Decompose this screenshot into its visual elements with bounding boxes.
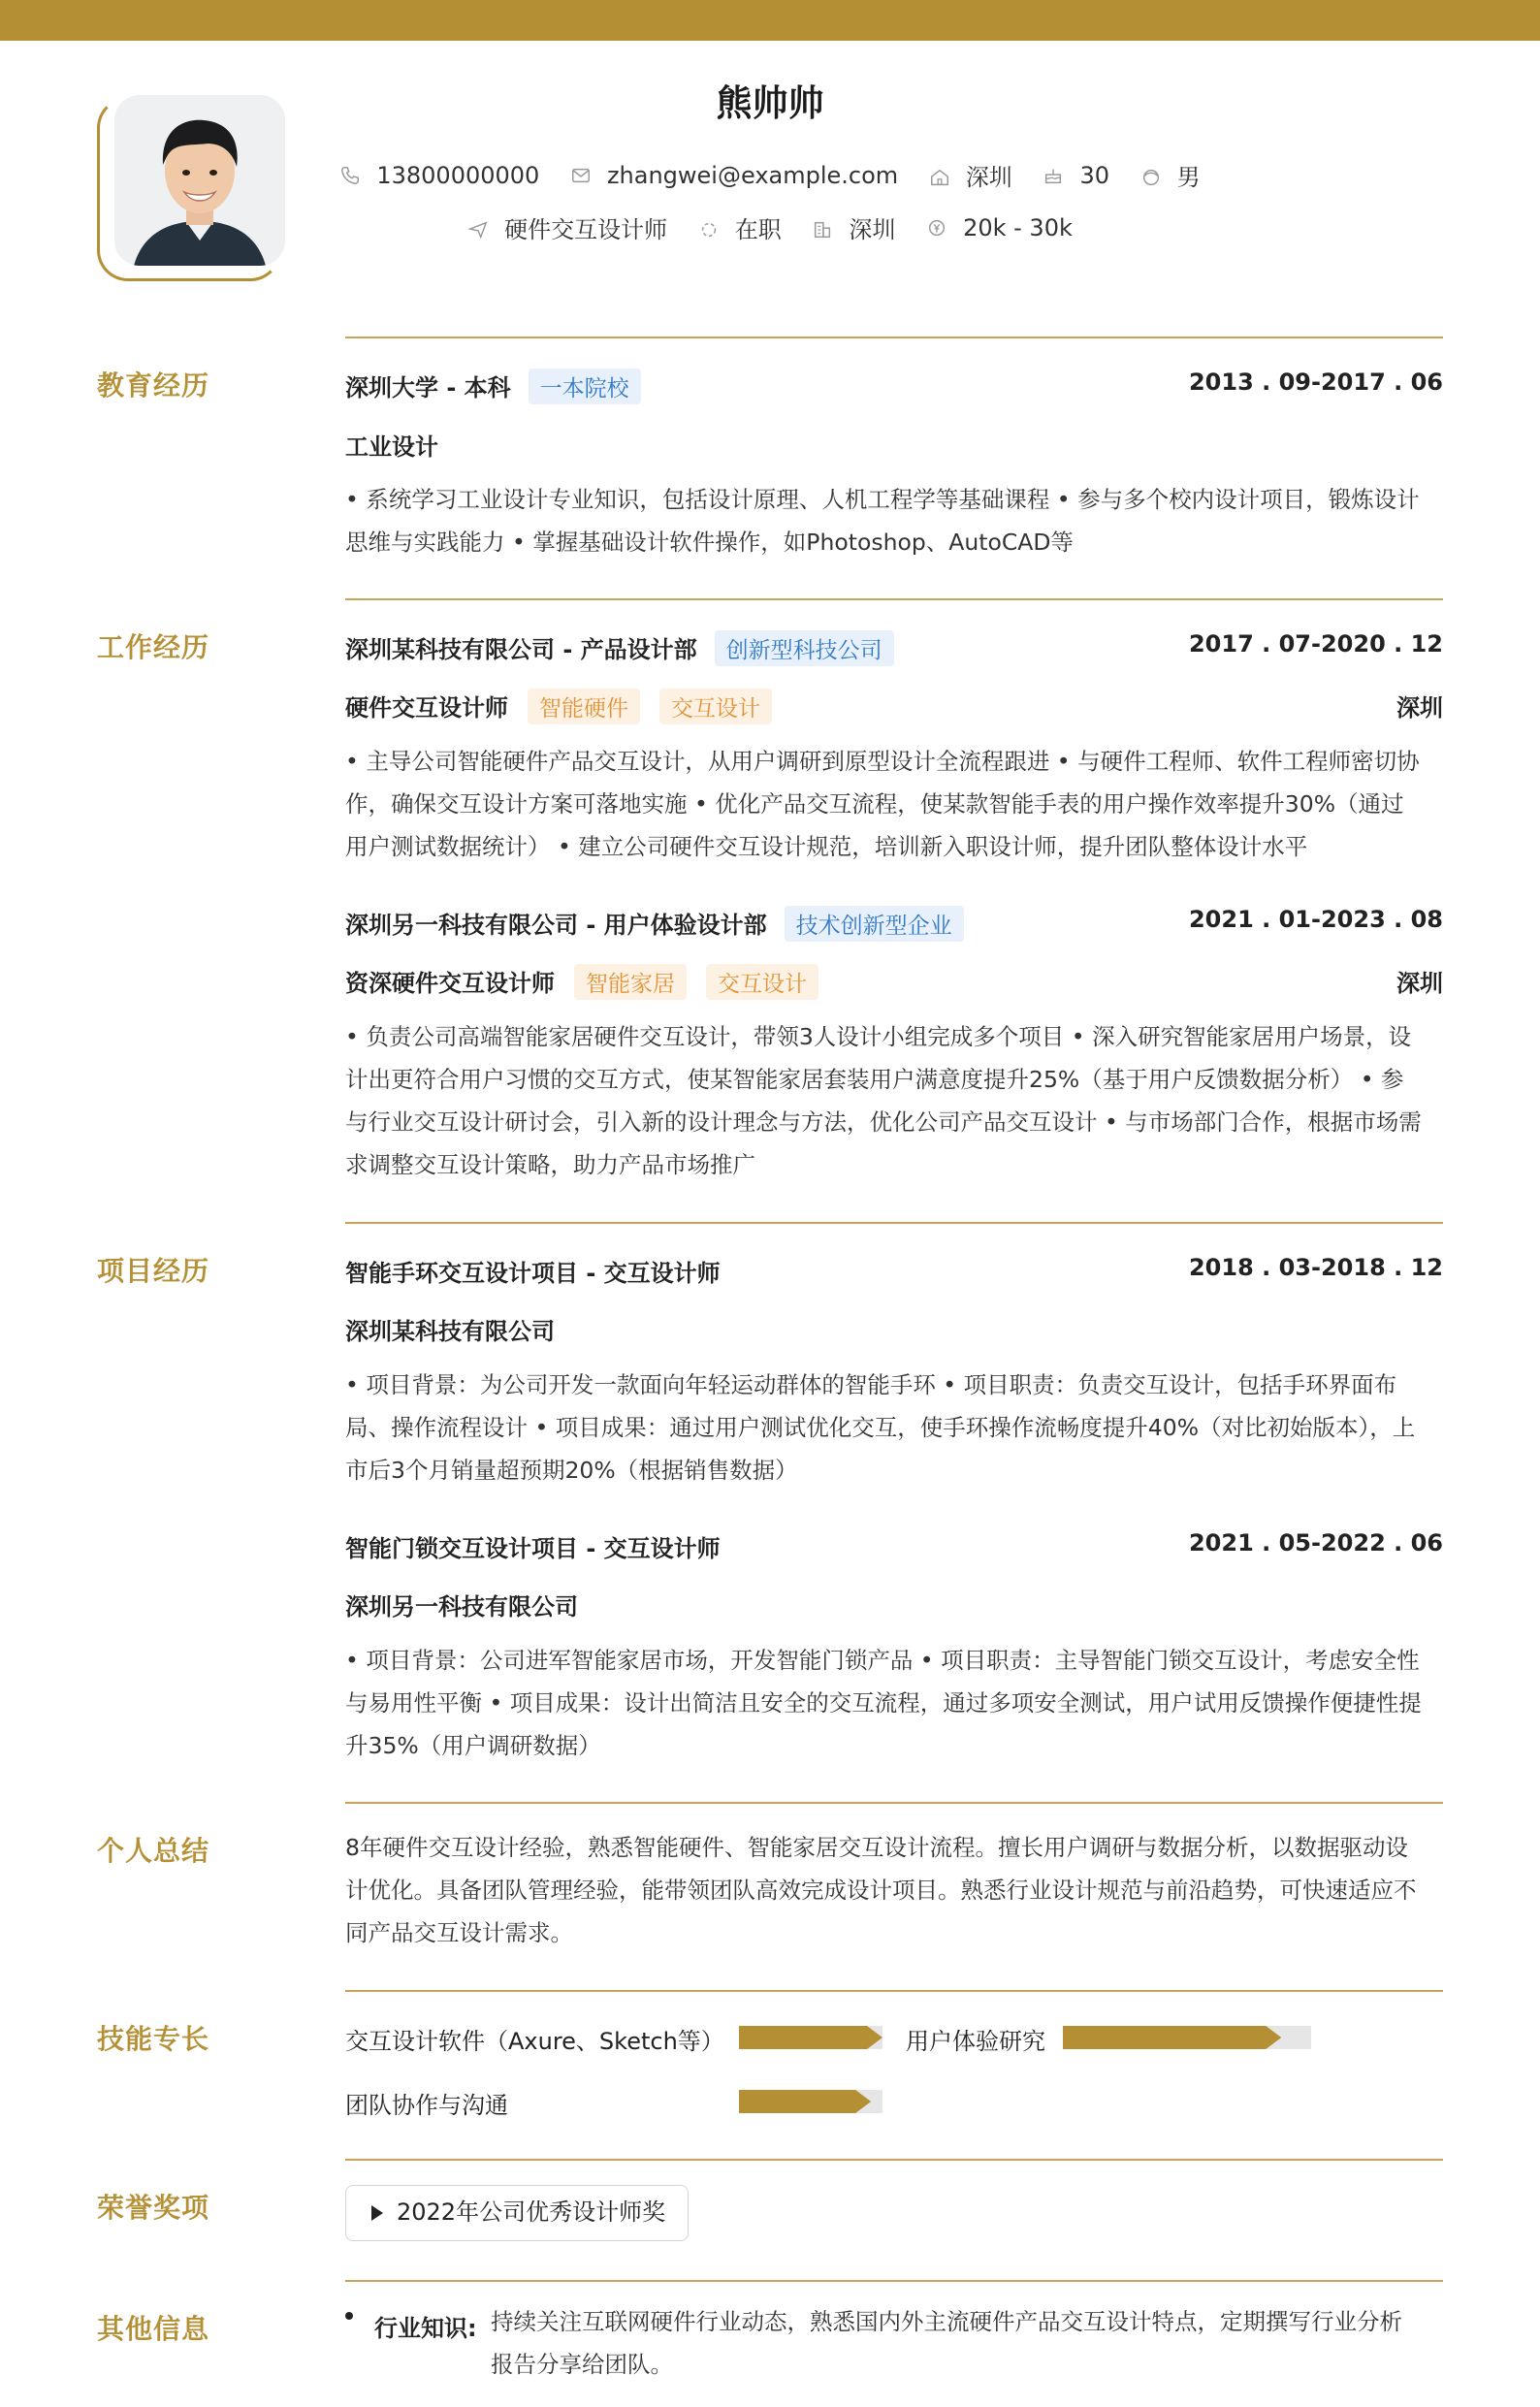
bullet-icon xyxy=(345,2312,353,2320)
section-title-awards: 荣誉奖项 xyxy=(97,2192,210,2224)
company-tag: 技术创新型企业 xyxy=(785,906,964,942)
email-icon xyxy=(570,165,592,186)
education-desc-line: • 系统学习工业设计专业知识，包括设计原理、人机工程学等基础课程 • 参与多个校内设计项目，锻炼设计 xyxy=(345,486,1420,513)
work-city-info xyxy=(812,210,895,244)
contact-row xyxy=(0,158,1540,192)
education-header xyxy=(345,369,1443,404)
project-description xyxy=(345,1364,1443,1492)
company-tag: 创新型科技公司 xyxy=(715,630,894,666)
phone-icon xyxy=(339,165,361,186)
skill-bar-fill xyxy=(739,2090,871,2113)
skill-tag: 交互设计 xyxy=(706,964,818,1000)
job-role-row xyxy=(345,689,1443,724)
job-description xyxy=(345,1015,1443,1186)
top-accent-bar xyxy=(0,0,1540,41)
project-desc-line: 局、操作流程设计 • 项目成果：通过用户测试优化交互，使手环操作流畅度提升40%（对比初始版本），上 xyxy=(345,1414,1416,1441)
status-icon xyxy=(698,219,720,241)
job-location: 深圳 xyxy=(1396,694,1443,722)
status-text: 在职 xyxy=(734,216,782,243)
project-header xyxy=(345,1529,1443,1563)
divider xyxy=(345,2280,1443,2282)
divider xyxy=(345,1802,1443,1804)
job-description xyxy=(345,740,1443,868)
section-title-work: 工作经历 xyxy=(97,631,210,663)
education-major: 工业设计 xyxy=(345,433,438,461)
section-title-education: 教育经历 xyxy=(97,369,210,401)
job-desc-line: 与行业交互设计研讨会，引入新的设计理念与方法，优化公司产品交互设计 • 与市场部门合作，根据市场需 xyxy=(345,1108,1422,1136)
other-line: 持续关注互联网硬件行业动态，熟悉国内外主流硬件产品交互设计特点，定期撰写行业分析 xyxy=(491,2308,1402,2335)
project-desc-line: • 项目背景：公司进军智能家居市场，开发智能门锁产品 • 项目职责：主导智能门锁交互设计，考虑安全性 xyxy=(345,1647,1420,1674)
project-desc-line: 与易用性平衡 • 项目成果：设计出简洁且安全的交互流程，通过多项安全测试，用户试用反馈操作便捷性提 xyxy=(345,1689,1422,1717)
salary-text: 20k - 30k xyxy=(963,213,1073,241)
section-title-other: 其他信息 xyxy=(97,2313,210,2345)
summary-line: 计优化。具备团队管理经验，能带领团队高效完成设计项目。熟悉行业设计规范与前沿趋势，可快速适应不 xyxy=(345,1877,1417,1904)
position-info xyxy=(467,210,667,244)
gender-text: 男 xyxy=(1176,164,1201,191)
project-company: 深圳另一科技有限公司 xyxy=(345,1593,578,1621)
section-title-projects: 项目经历 xyxy=(97,1255,210,1287)
project-name: 智能门锁交互设计项目 - 交互设计师 xyxy=(345,1535,721,1562)
job-desc-line: 作，确保交互设计方案可落地实施 • 优化产品交互流程，使某款智能手表的用户操作效率提升30%（通过 xyxy=(345,790,1404,818)
project-period: 2018 . 03-2018 . 12 xyxy=(1188,1254,1443,1281)
status-info xyxy=(698,210,782,244)
phone-text: 13800000000 xyxy=(376,161,540,189)
cake-icon xyxy=(1043,165,1064,186)
other-line: 报告分享给团队。 xyxy=(491,2351,673,2378)
skill-label: 交互设计软件（Axure、Sketch等） xyxy=(345,2028,724,2055)
divider xyxy=(345,598,1443,600)
job-desc-line: • 主导公司智能硬件产品交互设计，从用户调研到原型设计全流程跟进 • 与硬件工程师、软件工程师密切协 xyxy=(345,748,1420,775)
email-info xyxy=(570,162,898,189)
other-label: 行业知识: xyxy=(374,2315,477,2342)
job-location: 深圳 xyxy=(1396,970,1443,997)
divider xyxy=(345,2159,1443,2161)
job-desc-line: 用户测试数据统计） • 建立公司硬件交互设计规范，培训新入职设计师，提升团队整体设计水平 xyxy=(345,833,1308,860)
skill-label: 用户体验研究 xyxy=(906,2028,1045,2055)
skill-tag: 智能硬件 xyxy=(528,689,640,724)
skill-tag: 交互设计 xyxy=(659,689,772,724)
job-desc-line: 求调整交互设计策略，助力产品市场推广 xyxy=(345,1151,755,1178)
school-tag: 一本院校 xyxy=(529,369,641,404)
summary-line: 8年硬件交互设计经验，熟悉智能硬件、智能家居交互设计流程。擅长用户调研与数据分析，以数据驱动设 xyxy=(345,1834,1408,1861)
project-company: 深圳某科技有限公司 xyxy=(345,1318,555,1345)
job-header xyxy=(345,906,1443,942)
skill-bar-fill xyxy=(1063,2026,1281,2049)
education-description xyxy=(345,478,1443,563)
project-name: 智能手环交互设计项目 - 交互设计师 xyxy=(345,1260,721,1287)
skill-bar-fill xyxy=(739,2026,882,2049)
gender-icon xyxy=(1140,167,1162,188)
section-title-skills: 技能专长 xyxy=(97,2023,210,2055)
skill-tag: 智能家居 xyxy=(574,964,687,1000)
project-header xyxy=(345,1254,1443,1288)
summary-text xyxy=(345,1826,1443,1954)
gender-info xyxy=(1140,158,1201,192)
project-description xyxy=(345,1639,1443,1767)
job-intent-row xyxy=(0,210,1540,244)
expand-triangle-icon xyxy=(371,2205,383,2221)
job-role: 硬件交互设计师 xyxy=(345,694,508,722)
section-title-summary: 个人总结 xyxy=(97,1835,210,1867)
project-desc-line: • 项目背景：为公司开发一款面向年轻运动群体的智能手环 • 项目职责：负责交互设计，包括手环界面布 xyxy=(345,1371,1397,1398)
job-header xyxy=(345,630,1443,666)
project-period: 2021 . 05-2022 . 06 xyxy=(1188,1529,1443,1557)
project-desc-line: 升35%（用户调研数据） xyxy=(345,1732,601,1759)
job-company: 深圳另一科技有限公司 - 用户体验设计部 xyxy=(345,912,767,939)
money-icon xyxy=(926,217,947,239)
home-icon xyxy=(929,167,950,188)
divider xyxy=(345,337,1443,338)
age-info xyxy=(1043,162,1109,189)
job-role-row xyxy=(345,964,1443,1000)
skill-bar xyxy=(739,2026,882,2049)
skill-bar xyxy=(739,2090,882,2113)
city-text: 深圳 xyxy=(965,164,1012,191)
position-text: 硬件交互设计师 xyxy=(504,216,668,243)
job-desc-line: 计出更符合用户习惯的交互方式，使某智能家居套装用户满意度提升25%（基于用户反馈数据分析） • 参 xyxy=(345,1066,1404,1093)
skill-bar xyxy=(1063,2026,1311,2049)
phone-info xyxy=(339,162,539,189)
skill-label: 团队协作与沟通 xyxy=(345,2092,508,2119)
building-icon xyxy=(812,219,833,241)
job-role: 资深硬件交互设计师 xyxy=(345,970,555,997)
city-info xyxy=(929,158,1012,192)
email-text: zhangwei@example.com xyxy=(606,161,899,189)
job-period: 2017 . 07-2020 . 12 xyxy=(1188,630,1443,658)
award-text: 2022年公司优秀设计师奖 xyxy=(397,2198,666,2226)
job-desc-line: • 负责公司高端智能家居硬件交互设计，带领3人设计小组完成多个项目 • 深入研究智能家居用户场景，设 xyxy=(345,1023,1412,1050)
school-name: 深圳大学 - 本科 xyxy=(345,374,511,401)
send-icon xyxy=(467,219,489,241)
divider xyxy=(345,1222,1443,1224)
project-desc-line: 市后3个月销量超预期20%（根据销售数据） xyxy=(345,1457,798,1484)
award-item[interactable] xyxy=(345,2185,689,2241)
job-period: 2021 . 01-2023 . 08 xyxy=(1188,906,1443,933)
other-text xyxy=(491,2300,1441,2386)
candidate-name: 熊帅帅 xyxy=(716,82,824,124)
summary-line: 同产品交互设计需求。 xyxy=(345,1919,573,1946)
age-text: 30 xyxy=(1079,161,1109,189)
education-desc-line: 思维与实践能力 • 掌握基础设计软件操作，如Photoshop、AutoCAD等 xyxy=(345,529,1074,556)
salary-info xyxy=(926,214,1073,241)
job-company: 深圳某科技有限公司 - 产品设计部 xyxy=(345,636,697,663)
work-city-text: 深圳 xyxy=(849,216,896,243)
divider xyxy=(345,1990,1443,1992)
education-period: 2013 . 09-2017 . 06 xyxy=(1188,369,1443,396)
